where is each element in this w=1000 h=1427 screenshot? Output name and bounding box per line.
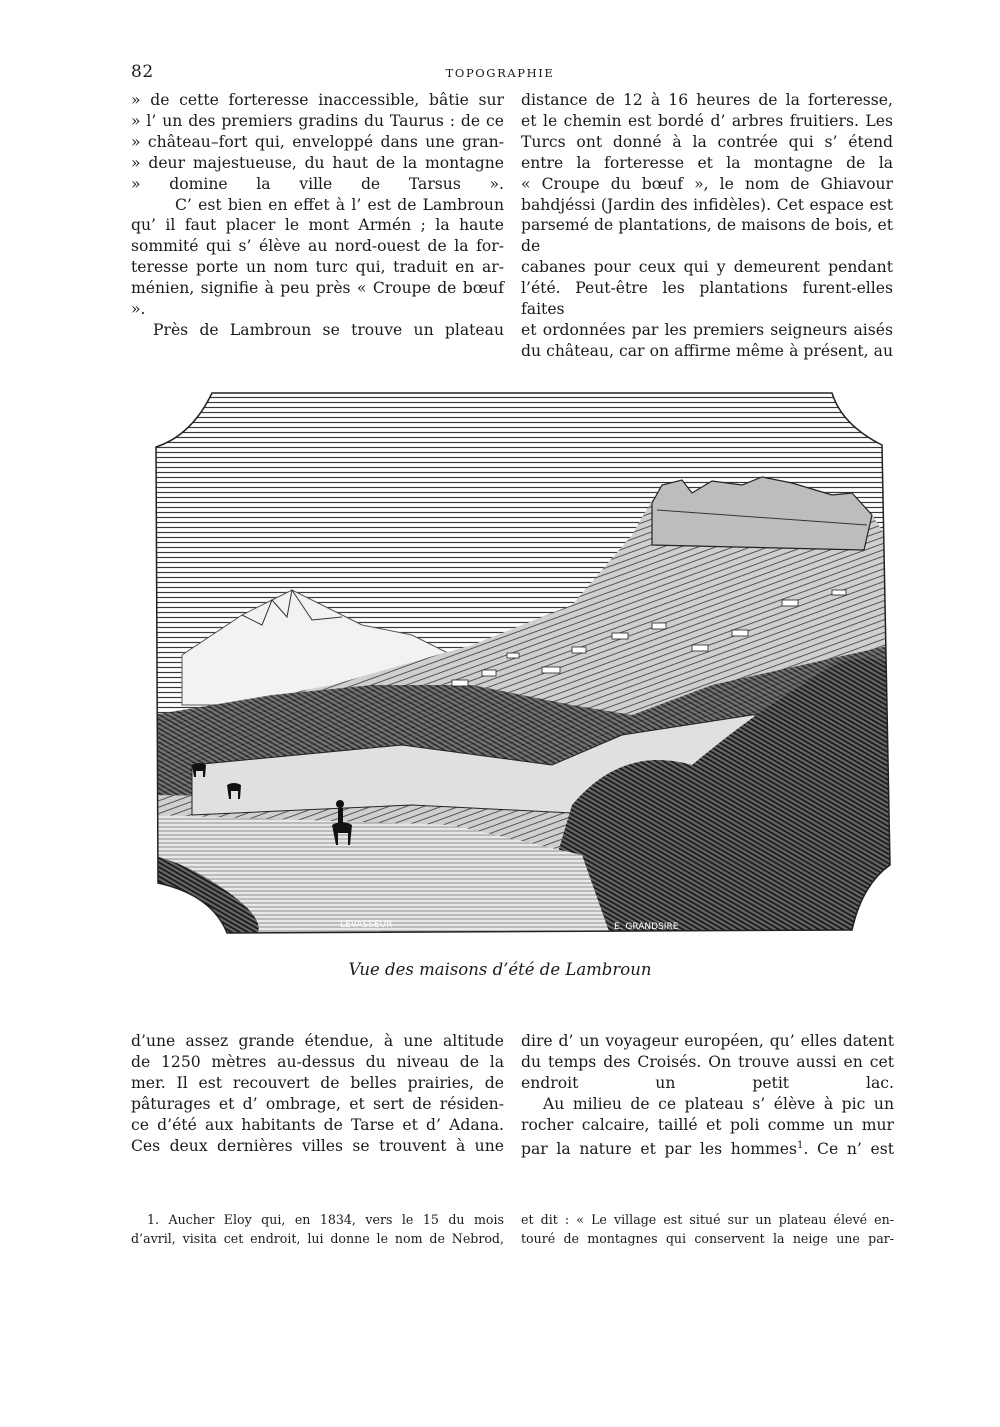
running-title: TOPOGRAPHIE [445, 66, 555, 80]
text-line: d’une assez grande étendue, à une altitude [131, 1032, 504, 1050]
text-line: ce d’été aux habitants de Tarse et d’ Adana. [131, 1115, 504, 1134]
text-line: » domine la ville de Tarsus ». [131, 174, 504, 193]
text-line: « Croupe du bœuf », le nom de Ghiavour [521, 174, 893, 193]
text-line [521, 1136, 894, 1160]
footnote-line: et dit : « Le village est situé sur un plateau élevé en- [521, 1212, 894, 1227]
text-line: du château, car on affirme même à présent, au [521, 341, 893, 360]
text-line: et le chemin est bordé d’ arbres fruitiers. Les [521, 111, 893, 130]
footnote-marker: 1 [797, 1139, 804, 1151]
engraver-signature-right: E. GRANDSIRE [614, 922, 679, 932]
footnote-left [131, 1210, 504, 1248]
text-line: qu’ il faut placer le mont Armén ; la haute [131, 216, 504, 235]
text-line: Turcs ont donné à la contrée qui s’ étend [521, 132, 893, 151]
text-line: sommité qui s’ élève au nord-ouest de la for- [131, 237, 504, 256]
text-line: parsemé de plantations, de maisons de bois, et de [521, 216, 893, 256]
text-line: distance de 12 à 16 heures de la forteresse, [521, 91, 893, 109]
text-column-top-right [521, 90, 893, 362]
engraver-signature-left: LEVASSEUR [340, 920, 393, 930]
text-column-top-left [131, 90, 504, 341]
text-line: Ces deux dernières villes se trouvent à une [131, 1136, 504, 1155]
landscape-engraving [152, 385, 892, 940]
footnote-right [521, 1210, 894, 1248]
text-fragment: par la nature et par les hommes [521, 1139, 798, 1158]
engraving-illustration [152, 385, 892, 940]
text-line: du temps des Croisés. On trouve aussi en cet [521, 1052, 894, 1071]
text-line: dire d’ un voyageur européen, qu’ elles datent [521, 1032, 894, 1050]
footnote-line: d’avril, visita cet endroit, lui donne le nom de Nebrod, [131, 1231, 504, 1246]
text-line: » l’ un des premiers gradins du Taurus : de ce [131, 111, 504, 130]
text-line: l’été. Peut-être les plantations furent-elles faites [521, 279, 893, 319]
text-line: et ordonnées par les premiers seigneurs aisés [521, 320, 893, 339]
text-line: de 1250 mètres au-dessus du niveau de la [131, 1052, 504, 1071]
text-column-bottom-left [131, 1031, 504, 1156]
text-line: pâturages et d’ ombrage, et sert de résiden- [131, 1094, 504, 1113]
text-fragment: . Ce n’ est [803, 1139, 894, 1158]
text-line: Au milieu de ce plateau s’ élève à pic un [543, 1094, 894, 1113]
text-line: Près de Lambroun se trouve un plateau [153, 320, 504, 339]
text-line: cabanes pour ceux qui y demeurent pendant [521, 258, 893, 277]
page-number: 82 [131, 62, 154, 82]
text-line: C’ est bien en effet à l’ est de Lambroun [175, 195, 504, 214]
text-line: ménien, signifie à peu près « Croupe de bœuf ». [131, 279, 504, 319]
text-line: bahdjéssi (Jardin des infidèles). Cet espace est [521, 195, 893, 214]
text-line: teresse porte un nom turc qui, traduit en ar- [131, 258, 504, 277]
text-line: endroit un petit lac. [521, 1073, 894, 1092]
text-line: » château–fort qui, enveloppé dans une gran- [131, 132, 504, 151]
footnote-line: touré de montagnes qui conservent la neige une par- [521, 1231, 894, 1246]
text-column-bottom-right [521, 1031, 894, 1160]
text-line: entre la forteresse et la montagne de la [521, 153, 893, 172]
text-line: mer. Il est recouvert de belles prairies, de [131, 1073, 504, 1092]
text-line: » de cette forteresse inaccessible, bâtie sur [131, 91, 504, 109]
figure-caption: Vue des maisons d’été de Lambroun [348, 960, 652, 979]
text-line: rocher calcaire, taillé et poli comme un mur [521, 1115, 894, 1134]
footnote-line: 1. Aucher Eloy qui, en 1834, vers le 15 du mois [147, 1212, 504, 1227]
text-line: » deur majestueuse, du haut de la montagne [131, 153, 504, 172]
